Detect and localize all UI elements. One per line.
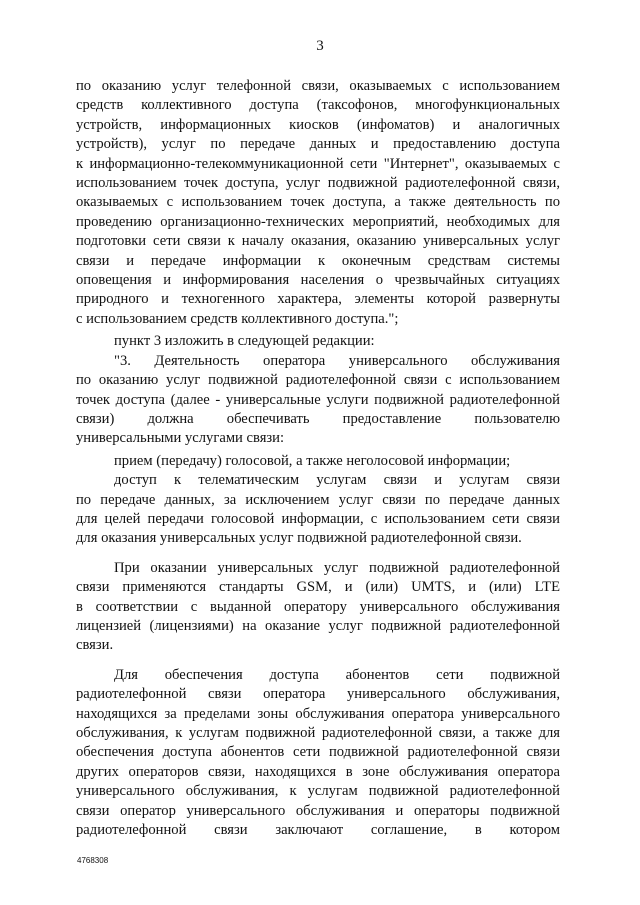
- text-line: точек доступа (далее - универсальные услуги подвижной радиотелефонной: [76, 391, 560, 408]
- text-line: Для обеспечения доступа абонентов сети подвижной: [114, 666, 560, 683]
- text-line: связи.: [76, 637, 114, 654]
- text-line: прием (передачу) голосовой, а также неголосовой информации;: [114, 452, 511, 469]
- text-line: радиотелефонной связи заключают соглашение, в котором: [76, 822, 560, 839]
- text-line: к информационно-телекоммуникационной сети "Интернет", оказываемых с: [76, 155, 560, 172]
- text-line: связи применяются стандарты GSM, и (или) UMTS, и (или) LTE: [76, 579, 560, 596]
- text-line: устройств), услуг по передаче данных и предоставлению доступа: [76, 136, 560, 153]
- text-line: обеспечения доступа абонентов сети подвижной радиотелефонной связи: [76, 744, 560, 761]
- text-line: универсальными услугами связи:: [76, 430, 285, 447]
- text-line: природного и техногенного характера, элементы которой развернуты: [76, 291, 560, 308]
- text-line: других операторов связи, находящихся в зоне обслуживания оператора: [76, 763, 560, 780]
- text-line: При оказании универсальных услуг подвижной радиотелефонной: [114, 559, 560, 576]
- text-line: для целей передачи голосовой информации, с использованием сети связи: [76, 510, 560, 527]
- text-line: связи и передаче информации к оконечным средствам системы: [76, 252, 560, 269]
- text-line: универсального обслуживания, к услугам подвижной радиотелефонной: [76, 783, 560, 800]
- text-line: для оказания универсальных услуг подвижной радиотелефонной связи.: [76, 530, 522, 547]
- text-line: по оказанию услуг телефонной связи, оказываемых с использованием: [76, 78, 560, 94]
- document-code: 4768308: [77, 856, 109, 865]
- text-line: пункт 3 изложить в следующей редакции:: [114, 333, 375, 350]
- text-line: оказываемых с использованием точек доступа, а также деятельность по: [76, 194, 560, 211]
- text-line: оповещения и информирования населения о чрезвычайных ситуациях: [76, 272, 560, 289]
- text-line: по передаче данных, за исключением услуг связи по передаче данных: [76, 491, 560, 508]
- text-line: связи) должна обеспечивать предоставление пользователю: [76, 410, 560, 427]
- text-line: средств коллективного доступа (таксофонов, многофункциональных: [76, 97, 560, 114]
- text-line: устройств, информационных киосков (инфоматов) и аналогичных: [76, 116, 560, 133]
- text-line: находящихся за пределами зоны обслуживания оператора универсального: [76, 705, 560, 722]
- text-line: использованием точек доступа, услуг подвижной радиотелефонной связи,: [76, 175, 560, 192]
- text-line: лицензией (лицензиями) на оказание услуг подвижной радиотелефонной: [76, 617, 560, 634]
- text-line: в соответствии с выданной оператору универсального обслуживания: [76, 598, 560, 615]
- text-line: обслуживания, к услугам подвижной радиотелефонной связи, а также для: [76, 725, 560, 741]
- text-line: доступ к телематическим услугам связи и услугам связи: [114, 472, 560, 489]
- text-line: проведению организационно-технических мероприятий, необходимых для: [76, 213, 560, 230]
- document-body: [76, 77, 560, 840]
- text-line: радиотелефонной связи оператора универсального обслуживания,: [76, 686, 560, 703]
- text-line: связи оператор универсального обслуживания и операторы подвижной: [76, 802, 560, 819]
- text-line: "3. Деятельность оператора универсального обслуживания: [114, 352, 560, 369]
- text-line: с использованием средств коллективного доступа.";: [76, 310, 399, 327]
- text-line: по оказанию услуг подвижной радиотелефонной связи с использованием: [76, 372, 560, 389]
- page-number: 3: [316, 38, 324, 54]
- text-line: подготовки сети связи к началу оказания, оказанию универсальных услуг: [76, 233, 560, 250]
